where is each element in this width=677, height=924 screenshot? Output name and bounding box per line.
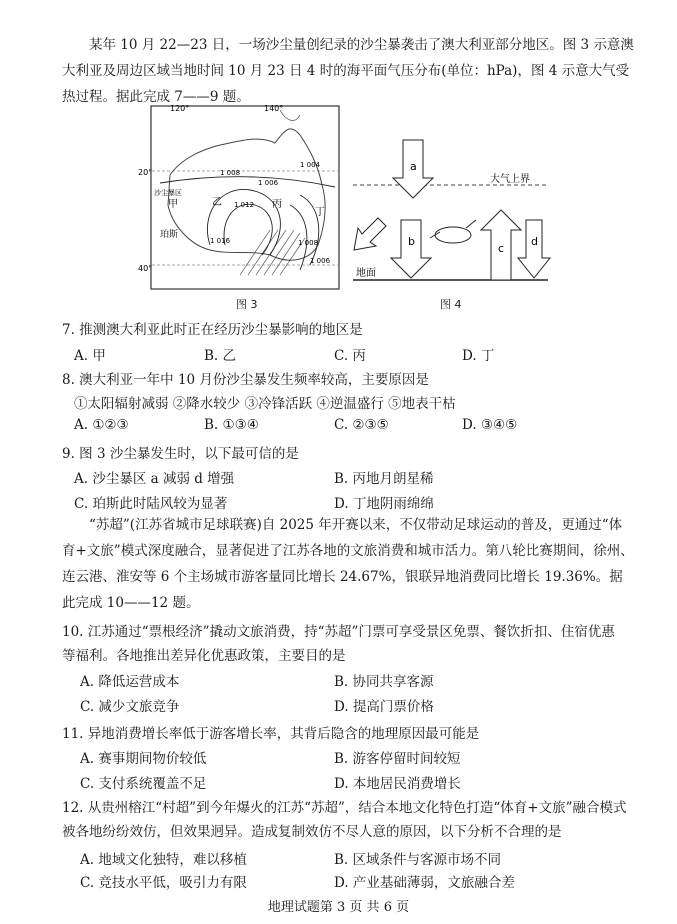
q7-option-a: A. 甲 bbox=[74, 348, 106, 364]
q9-option-d: D. 丁地阴雨绵绵 bbox=[334, 496, 434, 512]
legend-label: 沙尘暴区 bbox=[154, 189, 182, 197]
q8-option-d: D. ③④⑤ bbox=[462, 417, 518, 433]
q9-option-a: A. 沙尘暴区 a 减弱 d 增强 bbox=[74, 471, 235, 487]
intro-paragraph-2: “苏超”(江苏省城市足球联赛)自 2025 年开赛以来，不仅带动足球运动的普及，更通过“体育+文旅”模式深度融合，显著促进了江苏各地的文旅消费和城市活力。第八轮比赛期间，徐州、连云港、淮安等 6 个主场城市游客量同比增长 24.67%，银联异地消费同比增长 19.36%。据此完成 10——12 题。 bbox=[62, 517, 634, 611]
top-of-atmosphere-label: 大气上界 bbox=[490, 174, 530, 185]
question-9-stem: 9. 图 3 沙尘暴发生时，以下最可信的是 bbox=[62, 446, 299, 462]
q11-option-b: B. 游客停留时间较短 bbox=[334, 751, 461, 767]
question-8-stem: 8. 澳大利亚一年中 10 月份沙尘暴发生频率较高，主要原因是 bbox=[62, 372, 429, 388]
q7-option-d: D. 丁 bbox=[462, 348, 495, 364]
figure-3-pressure-map bbox=[138, 104, 340, 290]
question-11-stem: 11. 异地消费增长率低于游客增长率，其背后隐含的地理原因最可能是 bbox=[62, 726, 480, 742]
figure-4-heating-diagram bbox=[348, 120, 553, 292]
arrow-label-d: d bbox=[531, 235, 538, 248]
q12-option-a: A. 地域文化独特，难以移植 bbox=[80, 852, 247, 868]
isobar-label: 1 006 bbox=[310, 257, 331, 265]
q11-option-d: D. 本地居民消费增长 bbox=[334, 776, 461, 792]
q10-option-c: C. 减少文旅竞争 bbox=[80, 699, 180, 715]
q11-option-c: C. 支付系统覆盖不足 bbox=[80, 776, 207, 792]
page-footer: 地理试题第 3 页 共 6 页 bbox=[267, 900, 410, 915]
q11-option-a: A. 赛事期间物价较低 bbox=[80, 751, 207, 767]
place-yi: 乙 bbox=[212, 197, 222, 208]
isobar-label: 1 008 bbox=[220, 169, 241, 177]
isobar-label: 1 016 bbox=[210, 237, 231, 245]
place-ding: 丁 bbox=[315, 207, 325, 218]
q12-option-d: D. 产业基础薄弱，文旅融合差 bbox=[334, 875, 515, 891]
q12-option-b: B. 区域条件与客源市场不同 bbox=[334, 852, 502, 868]
arrow-label-b: b bbox=[408, 235, 415, 248]
lon-label: 140° bbox=[264, 104, 284, 113]
q9-option-b: B. 丙地月朗星稀 bbox=[334, 471, 434, 487]
q10-option-b: B. 协同共享客源 bbox=[334, 674, 434, 690]
arrow-label-c: c bbox=[498, 242, 505, 255]
q7-option-b: B. 乙 bbox=[204, 348, 237, 364]
isobar-label: 1 012 bbox=[234, 201, 255, 209]
place-bing: 丙 bbox=[272, 199, 282, 210]
question-12-stem: 12. 从贵州榕江“村超”到今年爆火的江苏“苏超”，结合本地文化特色打造“体育+文旅”融合模式被各地纷纷效仿，但效果迥异。造成复制效仿不尽人意的原因，以下分析不合理的是 bbox=[62, 800, 627, 840]
q8-choices: ①太阳辐射减弱 ②降水较少 ③冷锋活跃 ④逆温盛行 ⑤地表干枯 bbox=[74, 396, 456, 412]
figure-3-caption: 图 3 bbox=[236, 298, 258, 311]
question-10-stem: 10. 江苏通过“票根经济”撬动文旅消费，持“苏超”门票可享受景区免票、餐饮折扣、住宿优惠等福利。各地推出差异化优惠政策，主要目的是 bbox=[62, 624, 615, 664]
q9-option-c: C. 珀斯此时陆风较为显著 bbox=[74, 496, 228, 512]
lon-label: 120° bbox=[170, 104, 190, 113]
lat-label: 40° bbox=[138, 264, 153, 273]
intro-paragraph-1: 某年 10 月 22—23 日，一场沙尘量创纪录的沙尘暴袭击了澳大利亚部分地区。图 3 示意澳大利亚及周边区域当地时间 10 月 23 日 4 时的海平面气压分布(单位：hPa)，图 4 示意大气受热过程。据此完成 7——9 题。 bbox=[62, 37, 634, 105]
q12-option-c: C. 竞技水平低，吸引力有限 bbox=[80, 875, 247, 891]
q8-option-c: C. ②③⑤ bbox=[334, 417, 389, 433]
question-7-stem: 7. 推测澳大利亚此时正在经历沙尘暴影响的地区是 bbox=[62, 322, 363, 338]
q7-option-c: C. 丙 bbox=[334, 348, 366, 364]
isobar-label: 1 008 bbox=[298, 239, 319, 247]
ground-label: 地面 bbox=[356, 268, 376, 279]
place-perth: 珀斯 bbox=[160, 230, 179, 240]
isobar-label: 1 006 bbox=[258, 179, 279, 187]
q8-option-a: A. ①②③ bbox=[74, 417, 129, 433]
figure-4-caption: 图 4 bbox=[440, 298, 462, 311]
q8-option-b: B. ①③④ bbox=[204, 417, 259, 433]
place-jia: 甲 bbox=[168, 199, 178, 210]
arrow-label-a: a bbox=[410, 160, 417, 173]
q10-option-a: A. 降低运营成本 bbox=[80, 674, 180, 690]
isobar-label: 1 004 bbox=[300, 161, 321, 169]
lat-label: 20° bbox=[138, 168, 153, 177]
q10-option-d: D. 提高门票价格 bbox=[334, 699, 434, 715]
